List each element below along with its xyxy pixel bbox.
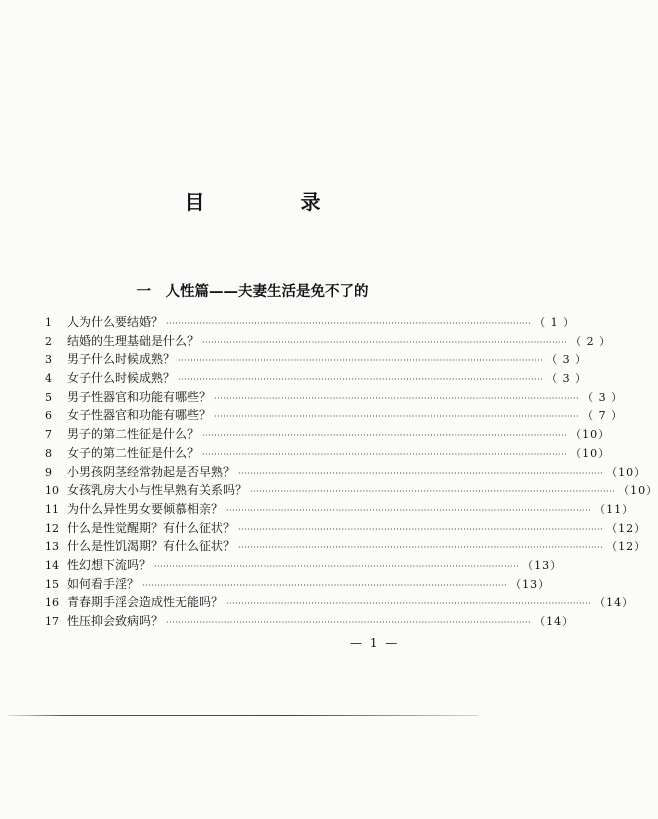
entry-number: 17: [45, 615, 59, 628]
entry-page-ref: （ 1 ）: [534, 316, 576, 329]
toc-entry: [45, 593, 635, 612]
entry-question: 女子什么时候成熟？: [67, 371, 176, 386]
entry-number: 16: [45, 596, 59, 610]
entry-question: 小男孩阴茎经常勃起是否早熟？: [67, 464, 236, 479]
entry-page-ref: （10）: [606, 465, 647, 479]
toc-entry: [45, 500, 635, 519]
dot-leader: ························································································································: [202, 431, 568, 441]
dot-leader: ························································································································: [226, 505, 592, 515]
toc-entry: [45, 388, 624, 407]
entry-number: 10: [45, 484, 59, 498]
dot-leader: ························································································································: [238, 524, 604, 534]
entry-number: 5: [45, 390, 52, 404]
entry-question: 为什么异性男女要倾慕相亲？: [67, 501, 224, 516]
entry-question: 女孩乳房大小与性早熟有关系吗？: [67, 483, 248, 498]
entry-number: 1: [45, 316, 52, 329]
dot-leader: ························································································································: [202, 449, 568, 459]
toc-entry: [45, 556, 563, 575]
entry-number: 12: [45, 521, 59, 535]
entry-page-ref: （14）: [594, 596, 635, 610]
entry-question: 青春期手淫会造成性无能吗？: [67, 595, 224, 610]
entry-page-ref: （ 3 ）: [582, 390, 624, 404]
toc-entry: [45, 406, 624, 425]
toc-entry: [45, 612, 575, 631]
toc-entry: [45, 537, 647, 556]
entry-page-ref: （12）: [606, 521, 647, 535]
toc-entry: [45, 425, 611, 444]
dot-leader: ························································································································: [214, 412, 580, 422]
dot-leader: ························································································································: [238, 543, 604, 553]
dot-leader: ························································································································: [178, 356, 544, 366]
entry-question: 如何看手淫？: [67, 576, 140, 591]
page-title: 目 录: [184, 190, 359, 214]
dot-leader: ························································································································: [154, 561, 520, 571]
dot-leader: ························································································································: [178, 375, 544, 385]
toc-entry: [45, 575, 551, 594]
dot-leader: ························································································································: [226, 599, 592, 609]
entry-question: 什么是性饥渴期？有什么征状？: [67, 539, 236, 554]
entry-number: 6: [45, 409, 52, 423]
dot-leader: ························································································································: [214, 393, 580, 403]
entry-page-ref: （ 3 ）: [546, 372, 588, 386]
entry-number: 15: [45, 577, 59, 591]
entry-question: 性压抑会致病吗？: [67, 614, 164, 628]
entry-number: 14: [45, 558, 59, 572]
entry-page-ref: （14）: [534, 615, 575, 628]
dot-leader: ························································································································: [250, 487, 616, 497]
toc-entry: [45, 481, 658, 500]
entry-page-ref: （12）: [606, 540, 647, 554]
entry-question: 男子性器官和功能有哪些？: [67, 389, 212, 404]
dot-leader: ························································································································: [166, 618, 532, 627]
dot-leader: ························································································································: [202, 337, 568, 347]
entry-page-ref: （ 2 ）: [570, 334, 612, 348]
entry-question: 男子什么时候成熟？: [67, 352, 176, 367]
entry-number: 2: [45, 334, 52, 348]
toc-entry: [45, 313, 576, 332]
toc-entry: [45, 463, 647, 482]
entry-page-ref: （10）: [618, 484, 658, 498]
entry-question: 结婚的生理基础是什么？: [67, 333, 200, 348]
entry-page-ref: （10）: [570, 428, 611, 442]
entry-number: 11: [45, 502, 59, 516]
entry-page-ref: （ 7 ）: [582, 409, 624, 423]
entry-number: 7: [45, 428, 52, 442]
entry-question: 性幻想下流吗？: [67, 557, 152, 572]
entry-question: 人为什么要结婚？: [67, 315, 164, 329]
dot-leader: ························································································································: [166, 319, 532, 328]
entry-question: 什么是性觉醒期？有什么征状？: [67, 520, 236, 535]
entry-number: 13: [45, 540, 59, 554]
entry-page-ref: （10）: [570, 446, 611, 460]
entry-page-ref: （13）: [510, 577, 551, 591]
toc-entry: [45, 444, 611, 463]
toc-entry: [45, 350, 588, 369]
entry-number: 4: [45, 372, 52, 386]
toc-entry: [45, 519, 647, 538]
scan-edge-line: [8, 715, 478, 716]
entry-page-ref: （13）: [522, 558, 563, 572]
entry-question: 女子的第二性征是什么？: [67, 445, 200, 460]
entry-number: 8: [45, 446, 52, 460]
entry-page-ref: （ 3 ）: [546, 353, 588, 367]
section-heading: 一 人性篇——夫妻生活是免不了的: [136, 284, 369, 300]
dot-leader: ························································································································: [238, 468, 604, 478]
entry-number: 9: [45, 465, 52, 479]
entry-number: 3: [45, 353, 52, 367]
toc-entry: [45, 332, 612, 351]
dot-leader: ························································································································: [142, 580, 508, 590]
entry-question: 女子性器官和功能有哪些？: [67, 408, 212, 423]
entry-question: 男子的第二性征是什么？: [67, 427, 200, 442]
table-of-contents: [45, 313, 658, 631]
page-number: — 1 —: [350, 636, 400, 650]
toc-entry: [45, 369, 588, 388]
entry-page-ref: （11）: [594, 502, 635, 516]
